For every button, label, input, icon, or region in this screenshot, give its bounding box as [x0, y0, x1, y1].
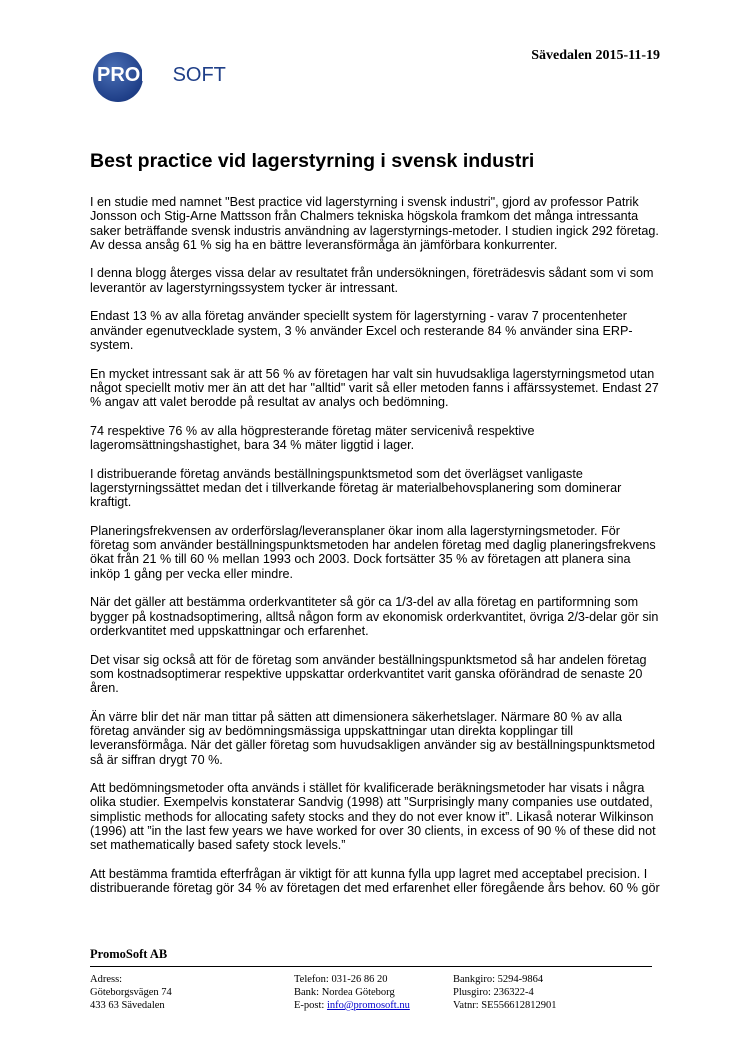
paragraph: Det visar sig också att för de företag som använder beställningspunktsmetod så har andelen företag som kostnadsoptimerar respektive uppskattar orderkvantitet varit ganska oförändrad de senaste 20 åren. [90, 652, 647, 696]
paragraph: När det gäller att bestämma orderkvantiteter så gör ca 1/3-del av alla företag en partiformning som bygger på kostnadsoptimering, alltså någon form av ekonomisk orderkvantitet, övriga 2/3-delar gör sin orderkvantitet med uppskattningar och erfarenhet. [90, 595, 659, 638]
paragraph: Än värre blir det när man tittar på sätten att dimensionera säkerhetslager. Närmare 80 % av alla företag använder sig av bedömningsmässiga uppskattningar utan direkta kopplingar till leveransförmåga. När det gäller företag som huvudsakligen använder sig av beställningspunktsmetod så är siffran drygt 70 %. [90, 709, 655, 767]
footer-contact-column [294, 973, 410, 1012]
bank-name: Bank: Nordea Göteborg [294, 987, 395, 998]
bankgiro-number: Bankgiro: 5294-9864 [453, 974, 544, 985]
promosoft-logo [93, 52, 263, 102]
paragraph: Att bedömningsmetoder ofta används i stället för kvalificerade beräkningsmetoder har visats i några olika studier. Exempelvis konstaterar Sandvig (1998) att ”Surprisingly many companies use outdated, simplistic methods for allocating safety stocks and they do not ever know it”. Likaså noterar Wilkinson (1996) att ”in the last few years we have worked for over 30 clients, in excess of 90 % of these did not set mathematically based safety stock levels.” [90, 781, 656, 853]
paragraph: 74 respektive 76 % av alla högpresterande företag mäter servicenivå respektive lageromsättningshastighet, bara 34 % mäter liggtid i lager. [90, 423, 535, 453]
email-line [294, 999, 410, 1012]
paragraph: I en studie med namnet "Best practice vid lagerstyrning i svensk industri", gjord av professor Patrik Jonsson och Stig-Arne Mattsson från Chalmers tekniska högskola framkom det många intressanta saker beträffande svensk industris användning av lagerstyrnings-metoder. I studien ingick 292 företag. Av dessa ansåg 61 % sig ha en bättre leveransförmåga än jämförbara konkurrenter. [90, 195, 659, 252]
phone-number: Telefon: 031-26 86 20 [294, 974, 388, 985]
address-label: Adress: [90, 974, 123, 985]
article-title: Best practice vid lagerstyrning i svensk industri [90, 150, 535, 172]
logo-text-pro: PRO [97, 64, 141, 86]
paragraph: I denna blogg återges vissa delar av resultatet från undersökningen, företrädesvis sådant som vi som leverantör av lagerstyrningssystem tycker är intressant. [90, 266, 654, 295]
plusgiro-number: Plusgiro: 236322-4 [453, 987, 534, 998]
footer-payment-column [453, 973, 557, 1012]
logo-text-soft: SOFT [172, 64, 226, 86]
document-date: Sävedalen 2015-11-19 [531, 48, 660, 63]
postal-city: 433 63 Sävedalen [90, 1000, 165, 1011]
paragraph: Planeringsfrekvensen av orderförslag/leveransplaner ökar inom alla lagerstyrningsmetoder. För företag som använder beställningspunktsmetoden har andelen företag med daglig planeringsfrekvens ökat från 21 % till 60 % mellan 1993 och 2003. Dock fortsätter 35 % av företagen att planera sina inköp 1 gång per vecka eller mindre. [90, 523, 656, 581]
logo-text-mo: MO [140, 64, 173, 86]
article-body [90, 195, 662, 910]
email-label: E-post: [294, 1000, 327, 1011]
footer-divider [90, 966, 652, 967]
vat-number: Vatnr: SE556612812901 [453, 1000, 557, 1011]
paragraph: En mycket intressant sak är att 56 % av företagen har valt sin huvudsakliga lagerstyrningsmetod utan något speciellt motiv mer än att det har "alltid" varit så eller metoden fanns i affärssystemet. Endast 27 % angav att valet berodde på resultat av analys och bedömning. [90, 366, 659, 410]
paragraph: I distribuerande företag används beställningspunktsmetod som det överlägset vanligaste lagerstyrningssättet medan det i tillverkande företag är materialbehovsplanering som dominerar kraftigt. [90, 466, 622, 510]
paragraph: Endast 13 % av alla företag använder speciellt system för lagerstyrning - varav 7 procentenheter använder egenutvecklade system, 3 % använder Excel och resterande 84 % använder sina ERP-system. [90, 309, 633, 352]
footer-address-column [90, 973, 172, 1012]
paragraph: Att bestämma framtida efterfrågan är viktigt för att kunna fylla upp lagret med acceptabel precision. I distribuerande företag gör 34 % av företagen det med erfarenhet eller föregående års behov. 60 % gör [90, 866, 660, 896]
footer-company-name: PromoSoft AB [90, 947, 168, 961]
email-link[interactable]: info@promosoft.nu [326, 1000, 410, 1011]
street-address: Göteborgsvägen 74 [90, 987, 172, 998]
